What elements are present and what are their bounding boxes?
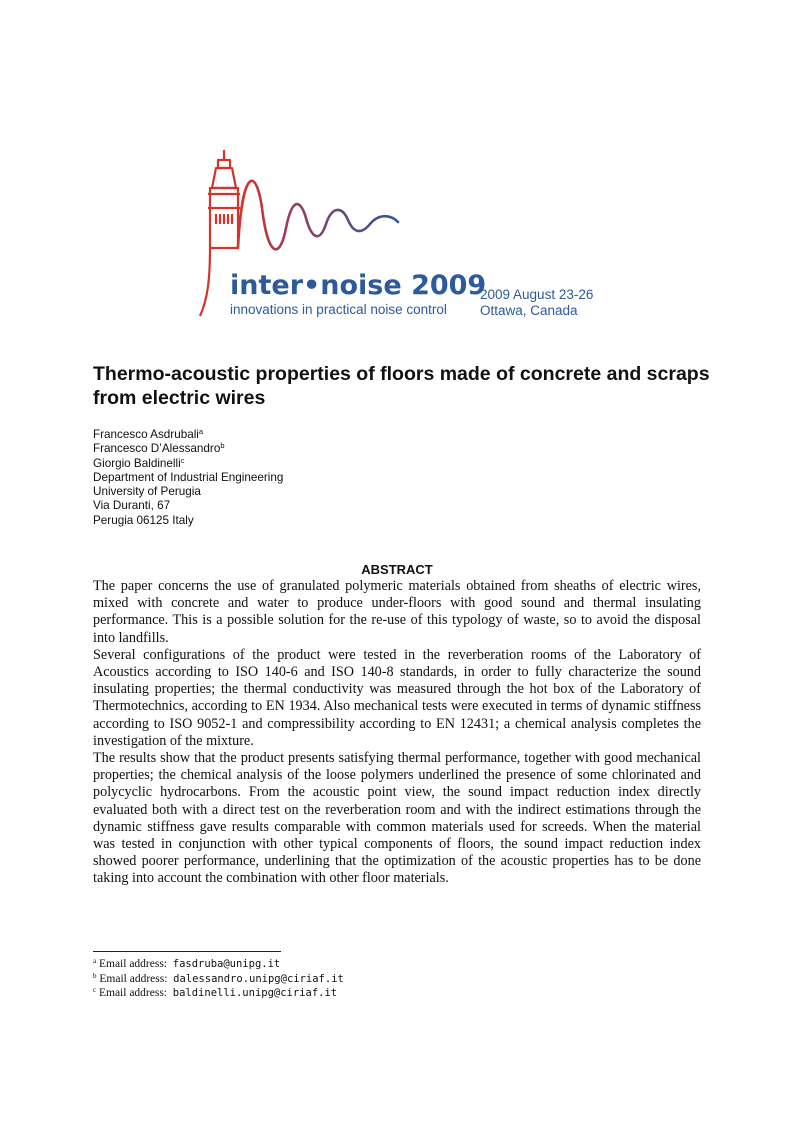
author-block — [93, 428, 493, 528]
abstract-heading: ABSTRACT — [361, 562, 433, 577]
conference-name: inter•noise 2009 — [230, 270, 487, 301]
footnote-item: $^b$ Email address: dalessandro.unipg@ciriaf.it — [93, 971, 344, 985]
footnote-item: $^a$ Email address: fasdruba@unipg.it — [93, 957, 281, 970]
abstract-paragraph: The paper concerns the use of granulated polymeric materials obtained from sheaths of electric wires, mixed with concrete and water to produce under-floors with good sound and thermal insulating performance. This is a possible solution for the re-use of this typology of waste, so to avoid the disposal into landfills. — [93, 578, 701, 646]
affiliation-line: Perugia 06125 Italy — [93, 513, 194, 527]
abstract-paragraph: The results show that the product presents satisfying thermal performance, together with good mechanical properties; the chemical analysis of the loose polymers underlined the presence of some chlorinated and polycyclic hydrocarbons. From the acoustic point view, the sound impact reduction index directly evaluated both with a direct test on the reverberation room and with the indirect estimations through the dynamic stiffness gave results comparable with common materials used for screeds. When the material was tested in conjunction with other typical components of floors, the sound impact reduction index showed poorer performance, underlining that the optimization of the acoustic properties has to be done taking into account the combination with other floor materials. — [93, 750, 701, 887]
paper-title: Thermo-acoustic properties of floors made of concrete and scraps from electric wires — [93, 363, 710, 409]
author-name: Giorgio Baldinelli$^c$ — [93, 455, 185, 470]
email-link[interactable]: dalessandro.unipg@ciriaf.it — [173, 972, 344, 985]
abstract-body — [93, 578, 701, 888]
footnote-item: $^c$ Email address: baldinelli.unipg@ciriaf.it — [93, 986, 338, 1000]
abstract-paragraph: Several configurations of the product were tested in the reverberation rooms of the Laboratory of Acoustics according to ISO 140-6 and ISO 140-8 standards, in order to fully characterize the sound insulating properties; the thermal conductivity was measured through the hot box of the Laboratory of Thermotechnics, according to EN 1934. Also mechanical tests were executed in terms of dynamic stiffness according to ISO 9052-1 and compressibility according to EN 12431; a chemical analysis completes the investigation of the mixture. — [93, 646, 701, 749]
conference-location: Ottawa, Canada — [480, 303, 578, 318]
conference-logo — [196, 148, 616, 320]
conference-date: 2009 August 23-26 — [480, 287, 594, 302]
author-name: Francesco Asdrubali$^a$ — [93, 427, 204, 441]
conference-tagline: innovations in practical noise control — [230, 302, 447, 317]
footnote-divider — [93, 951, 281, 952]
email-link[interactable]: fasdruba@unipg.it — [172, 958, 281, 970]
affiliation-line: University of Perugia — [93, 485, 201, 499]
affiliation-line: Via Duranti, 67 — [93, 499, 171, 513]
footnotes — [93, 957, 493, 1001]
affiliation-line: Department of Industrial Engineering — [93, 470, 284, 484]
email-link[interactable]: baldinelli.unipg@ciriaf.it — [172, 987, 338, 1000]
author-name: Francesco D’Alessandro$^b$ — [93, 441, 225, 456]
